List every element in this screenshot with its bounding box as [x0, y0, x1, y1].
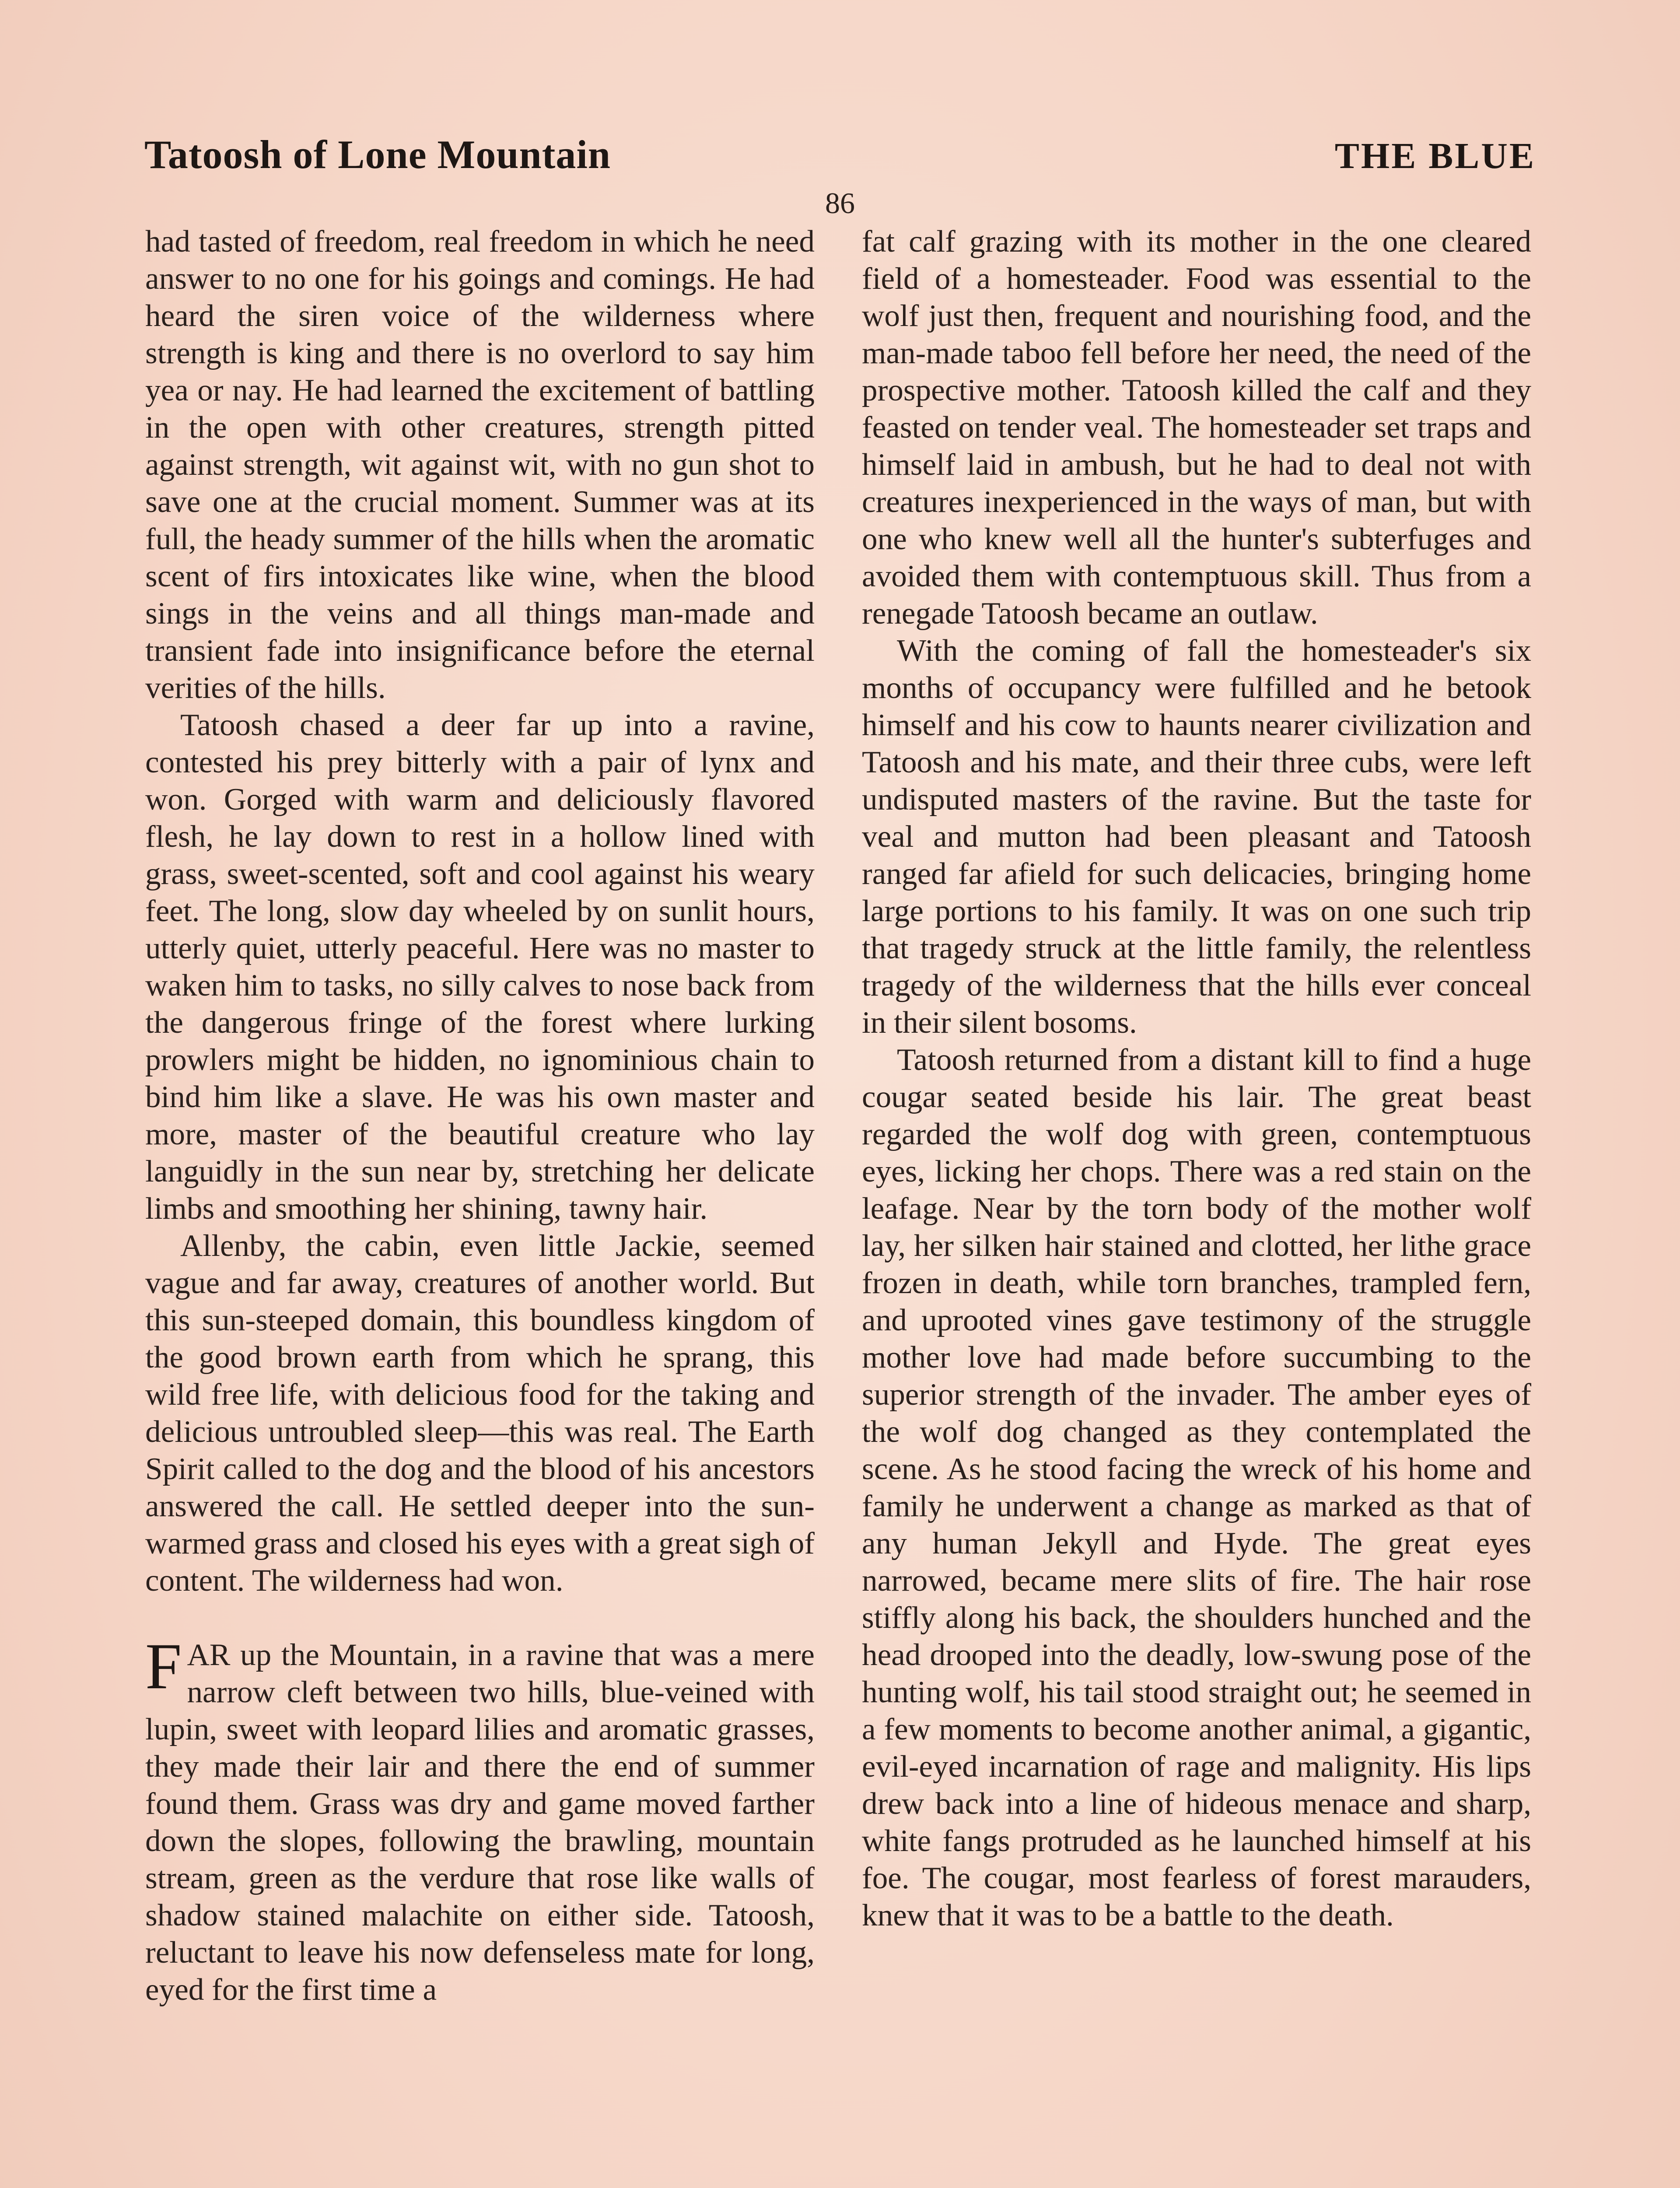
paragraph: Tatoosh returned from a distant kill to find a huge cougar seated beside his lair. The great beast regarded the wolf dog with green, contemptuous eyes, licking her chops. There was a red stain on the leafage. Near by the torn body of the mother wolf lay, her silken hair stained and clotted, her lithe grace frozen in death, while torn branches, trampled fern, and uprooted vines gave testimony of the struggle mother love had made before succumbing to the superior strength of the invader. The amber eyes of the wolf dog changed as they contemplated the scene. As he stood facing the wreck of his home and family he underwent a change as marked as that of any human Jekyll and Hyde. The great eyes narrowed, became mere slits of fire. The hair rose stiffly along his back, the shoulders hunched and the head drooped into the deadly, low-swung pose of the hunting wolf, his tail stood straight out; he seemed in a few moments to become another animal, a gigantic, evil-eyed incarnation of rage and malignity. His lips drew back into a line of hideous menace and sharp, white fangs protruded as he launched himself at his foe. The cougar, most fearless of forest marauders, knew that it was to be a battle to the death.	[862, 1043, 1531, 1932]
paragraph: Allenby, the cabin, even little Jackie, seemed vague and far away, creatures of another world. But this sun-steeped domain, this boundless kingdom of the good brown earth from which he sprang, this wild free life, with delicious food for the taking and delicious untroubled sleep—this was real. The Earth Spirit called to the dog and the blood of his ancestors answered the call. He settled deeper into the sun-warmed grass and closed his eyes with a great sigh of content. The wilderness had won.	[145, 1229, 815, 1598]
magazine-section: THE BLUE	[1334, 136, 1536, 176]
left-column	[145, 223, 815, 2009]
paragraph: With the coming of fall the homesteader's six months of occupancy were fulfilled and he betook himself and his cow to haunts nearer civilization and Tatoosh and his mate, and their three cubs, were left undisputed masters of the ravine. But the taste for veal and mutton had been pleasant and Tatoosh ranged far afield for such delicacies, bringing home large portions to his family. It was on one such trip that tragedy struck at the little family, the relentless tragedy of the wilderness that the hills ever conceal in their silent bosoms.	[862, 634, 1531, 1040]
paragraph: Tatoosh chased a deer far up into a ravine, contested his prey bitterly with a pair of lynx and won. Gorged with warm and deliciously flavored flesh, he lay down to rest in a hollow lined with grass, sweet-scented, soft and cool against his weary feet. The long, slow day wheeled by on sunlit hours, utterly quiet, utterly peaceful. Here was no master to waken him to tasks, no silly calves to nose back from the dangerous fringe of the forest where lurking prowlers might be hidden, no ignominious chain to bind him like a slave. He was his own master and more, master of the beautiful creature who lay languidly in the sun near by, stretching her delicate limbs and smoothing her shining, tawny hair.	[145, 708, 815, 1226]
dropcap-paragraph	[145, 1630, 815, 2009]
drop-cap: F	[145, 1630, 182, 1703]
story-title: Tatoosh of Lone Mountain	[144, 132, 611, 177]
dropcap-paragraph-text: AR up the Mountain, in a ravine that was a mere narrow cleft between two hills, blue-veined with lupin, sweet with leopard lilies and aromatic grasses, they made their lair and there the end of summer found them. Grass was dry and game moved farther down the slopes, following the brawling, mountain stream, green as the verdure that rose like walls of shadow stained malachite on either side. Tatoosh, reluctant to leave his now defenseless mate for long, eyed for the first time a	[145, 1638, 815, 2007]
right-column	[862, 223, 1531, 1934]
paragraph: had tasted of freedom, real freedom in which he need answer to no one for his goings and comings. He had heard the siren voice of the wilderness where strength is king and there is no overlord to say him yea or nay. He had learned the excitement of battling in the open with other creatures, strength pitted against strength, wit against wit, with no gun shot to save one at the crucial moment. Summer was at its full, the heady summer of the hills when the aromatic scent of firs intoxicates like wine, when the blood sings in the veins and all things man-made and transient fade into insignificance before the eternal verities of the hills.	[145, 224, 815, 705]
page-number: 86	[825, 186, 855, 220]
paragraph: fat calf grazing with its mother in the one cleared field of a homesteader. Food was essential to the wolf just then, frequent and nourishing food, and the man-made taboo fell before her need, the need of the prospective mother. Tatoosh killed the calf and they feasted on tender veal. The homesteader set traps and himself laid in ambush, but he had to deal not with creatures inexperienced in the ways of man, but with one who knew well all the hunter's subterfuges and avoided them with contemptuous skill. Thus from a renegade Tatoosh became an outlaw.	[862, 224, 1531, 631]
